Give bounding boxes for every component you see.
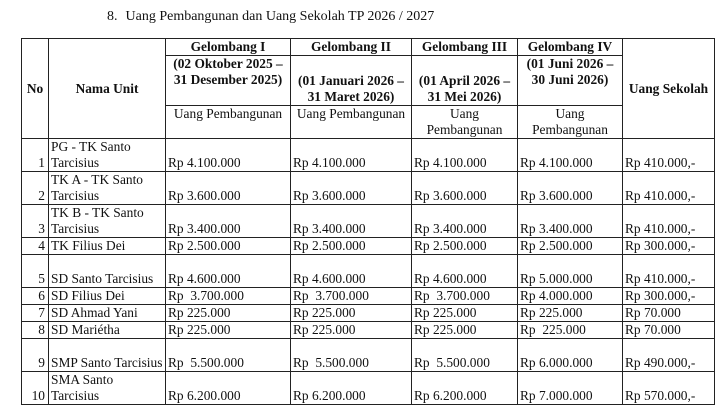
wave-1-period: (02 Oktober 2025 – 31 Desember 2025) bbox=[166, 56, 291, 106]
cell-unit: SMP Santo Tarcisius bbox=[49, 339, 166, 372]
wave-3-period: (01 April 2026 – 31 Mei 2026) bbox=[412, 56, 518, 106]
cell-unit: SD Ahmad Yani bbox=[49, 305, 166, 322]
cell-wave-3: Rp 3.400.000 bbox=[412, 205, 518, 238]
section-number: 8. bbox=[107, 9, 118, 24]
cell-school-fee: Rp 410.000,- bbox=[623, 205, 715, 238]
table-row bbox=[22, 205, 715, 238]
cell-wave-3: Rp 4.600.000 bbox=[412, 255, 518, 288]
cell-wave-1: Rp 225.000 bbox=[166, 322, 291, 339]
cell-no: 1 bbox=[22, 139, 49, 172]
cell-no: 5 bbox=[22, 255, 49, 288]
col-header-school-fee: Uang Sekolah bbox=[623, 39, 715, 139]
table-row bbox=[22, 339, 715, 372]
cell-wave-1: Rp 2.500.000 bbox=[166, 238, 291, 255]
cell-wave-3: Rp 4.100.000 bbox=[412, 139, 518, 172]
cell-no: 9 bbox=[22, 339, 49, 372]
cell-wave-2: Rp 225.000 bbox=[291, 322, 412, 339]
cell-school-fee: Rp 410.000,- bbox=[623, 139, 715, 172]
wave-3-fee-label: Uang Pembangunan bbox=[412, 106, 518, 139]
fee-table bbox=[21, 38, 715, 405]
table-row bbox=[22, 305, 715, 322]
cell-wave-4: Rp 225.000 bbox=[518, 305, 623, 322]
cell-no: 6 bbox=[22, 288, 49, 305]
cell-wave-4: Rp 225.000 bbox=[518, 322, 623, 339]
cell-unit: TK Filius Dei bbox=[49, 238, 166, 255]
cell-wave-1: Rp 225.000 bbox=[166, 305, 291, 322]
cell-wave-2: Rp 2.500.000 bbox=[291, 238, 412, 255]
cell-unit: SMA Santo Tarcisius bbox=[49, 372, 166, 405]
cell-school-fee: Rp 490.000,- bbox=[623, 339, 715, 372]
table-row bbox=[22, 322, 715, 339]
cell-wave-4: Rp 2.500.000 bbox=[518, 238, 623, 255]
cell-wave-2: Rp 4.100.000 bbox=[291, 139, 412, 172]
cell-wave-3: Rp 5.500.000 bbox=[412, 339, 518, 372]
cell-no: 10 bbox=[22, 372, 49, 405]
cell-wave-2: Rp 3.600.000 bbox=[291, 172, 412, 205]
cell-wave-2: Rp 225.000 bbox=[291, 305, 412, 322]
cell-wave-2: Rp 6.200.000 bbox=[291, 372, 412, 405]
wave-1-fee-label: Uang Pembangunan bbox=[166, 106, 291, 139]
cell-no: 3 bbox=[22, 205, 49, 238]
cell-wave-3: Rp 225.000 bbox=[412, 305, 518, 322]
cell-no: 4 bbox=[22, 238, 49, 255]
cell-wave-1: Rp 5.500.000 bbox=[166, 339, 291, 372]
table-row bbox=[22, 372, 715, 405]
cell-wave-4: Rp 3.400.000 bbox=[518, 205, 623, 238]
cell-unit: PG - TK Santo Tarcisius bbox=[49, 139, 166, 172]
wave-2-period: (01 Januari 2026 – 31 Maret 2026) bbox=[291, 56, 412, 106]
cell-school-fee: Rp 70.000 bbox=[623, 305, 715, 322]
col-header-wave-2: Gelombang II bbox=[291, 39, 412, 56]
cell-wave-3: Rp 3.600.000 bbox=[412, 172, 518, 205]
col-header-wave-3: Gelombang III bbox=[412, 39, 518, 56]
cell-unit: SD Santo Tarcisius bbox=[49, 255, 166, 288]
cell-wave-3: Rp 2.500.000 bbox=[412, 238, 518, 255]
cell-wave-2: Rp 4.600.000 bbox=[291, 255, 412, 288]
cell-unit: TK B - TK Santo Tarcisius bbox=[49, 205, 166, 238]
cell-school-fee: Rp 300.000,- bbox=[623, 238, 715, 255]
cell-school-fee: Rp 300.000,- bbox=[623, 288, 715, 305]
col-header-wave-4: Gelombang IV bbox=[518, 39, 623, 56]
col-header-unit: Nama Unit bbox=[49, 39, 166, 139]
cell-wave-2: Rp 5.500.000 bbox=[291, 339, 412, 372]
cell-school-fee: Rp 410.000,- bbox=[623, 255, 715, 288]
table-row bbox=[22, 255, 715, 288]
cell-wave-1: Rp 6.200.000 bbox=[166, 372, 291, 405]
cell-wave-4: Rp 4.000.000 bbox=[518, 288, 623, 305]
wave-4-fee-label: Uang Pembangunan bbox=[518, 106, 623, 139]
cell-school-fee: Rp 570.000,- bbox=[623, 372, 715, 405]
cell-wave-3: Rp 3.700.000 bbox=[412, 288, 518, 305]
col-header-wave-1: Gelombang I bbox=[166, 39, 291, 56]
cell-no: 2 bbox=[22, 172, 49, 205]
cell-unit: SD Mariétha bbox=[49, 322, 166, 339]
cell-wave-1: Rp 3.700.000 bbox=[166, 288, 291, 305]
cell-school-fee: Rp 410.000,- bbox=[623, 172, 715, 205]
wave-2-fee-label: Uang Pembangunan bbox=[291, 106, 412, 139]
cell-wave-2: Rp 3.400.000 bbox=[291, 205, 412, 238]
cell-unit: TK A - TK Santo Tarcisius bbox=[49, 172, 166, 205]
cell-wave-4: Rp 4.100.000 bbox=[518, 139, 623, 172]
cell-wave-4: Rp 7.000.000 bbox=[518, 372, 623, 405]
cell-wave-4: Rp 3.600.000 bbox=[518, 172, 623, 205]
table-row bbox=[22, 172, 715, 205]
section-heading bbox=[107, 9, 434, 25]
cell-wave-2: Rp 3.700.000 bbox=[291, 288, 412, 305]
cell-wave-4: Rp 5.000.000 bbox=[518, 255, 623, 288]
wave-4-period: (01 Juni 2026 – 30 Juni 2026) bbox=[518, 56, 623, 106]
cell-no: 8 bbox=[22, 322, 49, 339]
cell-wave-1: Rp 4.100.000 bbox=[166, 139, 291, 172]
cell-no: 7 bbox=[22, 305, 49, 322]
cell-unit: SD Filius Dei bbox=[49, 288, 166, 305]
cell-wave-4: Rp 6.000.000 bbox=[518, 339, 623, 372]
header-row-waves bbox=[22, 39, 715, 56]
table-row bbox=[22, 139, 715, 172]
cell-wave-3: Rp 6.200.000 bbox=[412, 372, 518, 405]
section-title: Uang Pembangunan dan Uang Sekolah TP 2026 / 2027 bbox=[125, 9, 435, 24]
table-row bbox=[22, 238, 715, 255]
cell-school-fee: Rp 70.000 bbox=[623, 322, 715, 339]
col-header-no: No bbox=[22, 39, 49, 139]
cell-wave-1: Rp 4.600.000 bbox=[166, 255, 291, 288]
cell-wave-1: Rp 3.400.000 bbox=[166, 205, 291, 238]
table-row bbox=[22, 288, 715, 305]
cell-wave-3: Rp 225.000 bbox=[412, 322, 518, 339]
cell-wave-1: Rp 3.600.000 bbox=[166, 172, 291, 205]
